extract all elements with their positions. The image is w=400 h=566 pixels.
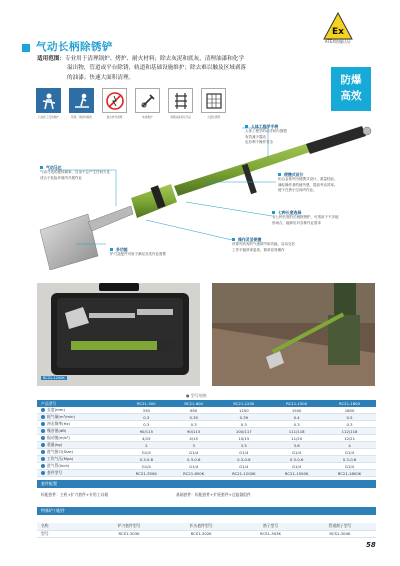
kit-config-header: 套件配置 bbox=[37, 480, 376, 488]
explosion-proof-badge bbox=[331, 67, 371, 111]
frequency-icon bbox=[41, 422, 45, 426]
application-icon-1: 石油化工设备维护 bbox=[36, 88, 61, 119]
air-inlet bbox=[363, 127, 371, 135]
atex-caption: ATEX防爆认证 bbox=[324, 39, 352, 44]
scope-line-1: 专业用于清理锅炉、烤炉、耐火材料；除去灰泥和底灰，清理油漆和化学 bbox=[64, 56, 244, 62]
application-icon-5: 清理油漆和化学品 bbox=[168, 88, 193, 119]
no-spark-icon bbox=[105, 91, 125, 111]
spec-section-title: ● 型号规格 bbox=[186, 393, 207, 398]
table-row: 进气接口(Size) G1/4 G1/4 G1/4 G1/4 G1/4 bbox=[37, 449, 376, 456]
application-icons bbox=[36, 88, 326, 119]
work-scene-photo bbox=[212, 283, 375, 386]
worker-icon bbox=[39, 91, 59, 111]
callout-handle: 人体工程学手柄 人体工程学的动手柄与握把 有效减少震动 也有利于操作安全 bbox=[245, 124, 287, 145]
blade-shank bbox=[88, 206, 133, 231]
scope-line-3: 的油漆；快速大面积清理。 bbox=[67, 74, 135, 81]
table-row: 噪音值(dB) 90/115 90/115 100/117 111/118 112/118 bbox=[37, 428, 376, 435]
callout-multifunction: 多功能 铲刀及配件可用于满足各类作业需要 bbox=[110, 247, 166, 257]
spec-header-row: 产品型号 RC21-300 RC21-600 RC21-1200 RC21-1500 RC21-1800 bbox=[37, 400, 376, 407]
table-row: 工作气压(Mpa) 0.3-0.6 0.3-0.6 0.3-0.6 0.3-0.6 0.3-0.6 bbox=[37, 456, 376, 463]
kit-config-standard: 标配套件：主机+扩刀套件+专用工具箱 bbox=[41, 492, 109, 497]
area-icon bbox=[204, 91, 224, 111]
application-icon-3: 耐火材料清理 bbox=[102, 88, 127, 119]
table-row: 长度(mm) 330 650 1250 1500 1800 bbox=[37, 407, 376, 414]
table-row: 型号 RCS1-303K RCS1-302K RCS1-303K RCS1-304K bbox=[37, 530, 376, 537]
page-title: 气动长柄除锈铲 bbox=[36, 41, 113, 53]
svg-text:Ex: Ex bbox=[332, 27, 344, 37]
kit-icon bbox=[41, 471, 45, 475]
table-row: 重量(kg) 2 3 3.5 3.8 4 bbox=[37, 442, 376, 449]
air-consumption-icon bbox=[41, 415, 45, 419]
length-icon bbox=[41, 408, 45, 412]
table-row: 耗气量(m³/min) 0.3 0.35 0.39 0.4 0.5 bbox=[37, 414, 376, 421]
air-inlet-icon bbox=[41, 450, 45, 454]
tool-case-photo bbox=[37, 283, 200, 386]
application-icon-6: 大面积清理 bbox=[201, 88, 226, 119]
pipe-worker-icon bbox=[72, 91, 92, 111]
hose-icon bbox=[41, 464, 45, 468]
vibration-icon bbox=[41, 436, 45, 440]
table-row: 进气管(Inch) G1/4 G1/4 G1/4 G1/4 G1/4 bbox=[37, 463, 376, 470]
callout-portable: 便携式设计 铝合金系列为便携式设计，重量较轻。 减轻操作者的疲劳感，提高劳动效率。 便于在狭小空间内作业。 bbox=[278, 172, 338, 193]
scope-line-2: 溢出物，管道或平台除锈，轨道和基础设施维护；除去难以触及区域剥落 bbox=[67, 65, 247, 72]
table-row: 套件型号 RC21-350K RC21-650K RC21-1200K RC21-1500K RC21-1800K bbox=[37, 470, 376, 477]
title-marker bbox=[22, 44, 30, 52]
noise-icon bbox=[41, 429, 45, 433]
case-illustration bbox=[37, 283, 200, 386]
scope-label: 适用范围： bbox=[37, 56, 65, 62]
badge-line-2: 高效 bbox=[340, 90, 362, 102]
callout-lengths: 七种长度选择 有七种长度的长柄除锈铲，可适用于不多地 形场合，能够应对各种作业需求 bbox=[272, 210, 339, 225]
scraper-tool-illustration bbox=[36, 118, 376, 283]
page-number: 58 bbox=[366, 541, 376, 549]
accessories-header: 特殊铲刀配件 bbox=[37, 507, 376, 515]
application-icon-4: 轨道维护 bbox=[135, 88, 160, 119]
work-scene-illustration bbox=[212, 283, 375, 386]
table-row: 振动值(m/s²) 4/15 4/15 10/15 11/20 12/21 bbox=[37, 435, 376, 442]
rail-icon bbox=[171, 91, 191, 111]
callout-motor: 气动马达 气动马达的旋转频率，自身不会产生任何火花 适合于危险环境内开展作业 bbox=[40, 165, 110, 180]
badge-line-1: 防爆 bbox=[340, 74, 362, 86]
accessories-table bbox=[37, 523, 376, 538]
table-row: 名称 铲刀套件型号 扒头套件型号 凿子型号 管道凿子型号 bbox=[37, 523, 376, 530]
atex-ex-icon bbox=[323, 12, 353, 40]
grip bbox=[306, 126, 366, 154]
callout-operation: 操作灵活便捷 该系列具有的气流调节和功能，启动完后 工作平稳效率更高，简单容易操作 bbox=[232, 237, 295, 252]
pressure-icon bbox=[41, 457, 45, 461]
table-row: 冲击频率(Hz) 0.3 0.3 0.3 0.3 0.3 bbox=[37, 421, 376, 428]
spec-table bbox=[37, 400, 376, 477]
case-caption: RC21-1200K bbox=[43, 376, 65, 380]
kit-config-basic: 基础套件：标配套件+扩展套件+过滤器组件 bbox=[176, 492, 251, 497]
weight-icon bbox=[41, 443, 45, 447]
application-icon-2: 管道、钢结构除锈 bbox=[69, 88, 94, 119]
hand-tool-icon bbox=[138, 91, 158, 111]
application-scope bbox=[37, 55, 325, 83]
